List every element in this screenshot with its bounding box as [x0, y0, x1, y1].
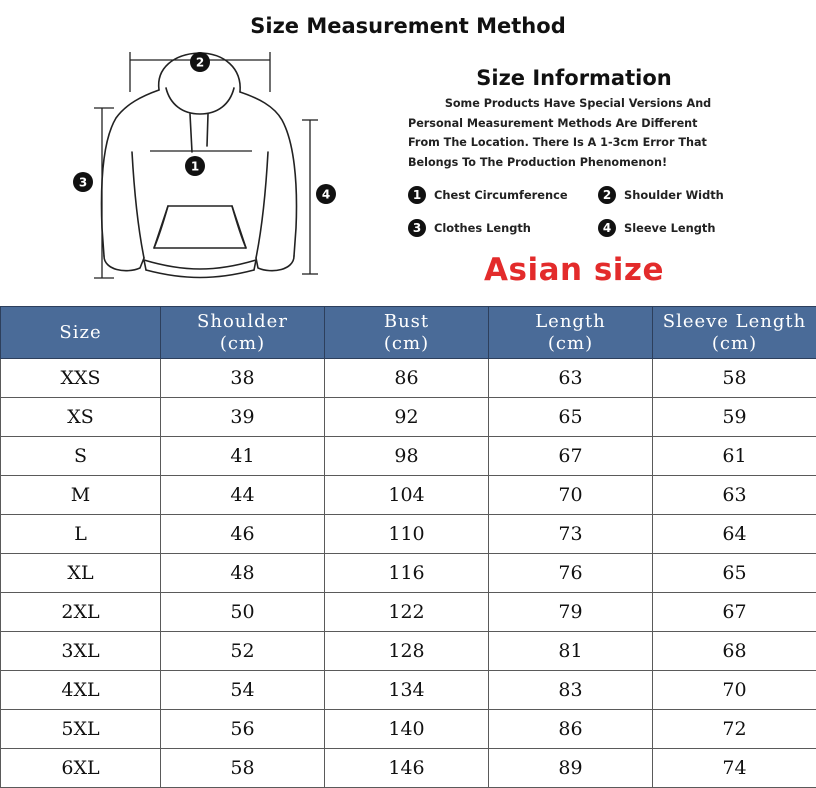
- table-cell: 92: [325, 398, 489, 437]
- legend-label: Shoulder Width: [624, 187, 724, 202]
- table-row: [1, 398, 816, 437]
- table-cell: 39: [161, 398, 325, 437]
- table-cell: 61: [653, 437, 816, 476]
- table-cell: 104: [325, 476, 489, 515]
- size-information: [408, 66, 748, 288]
- table-cell: 86: [489, 710, 653, 749]
- table-header-row: [1, 307, 816, 359]
- note-line: Personal Measurement Methods Are Different: [408, 116, 698, 130]
- size-info-title: Size Information: [476, 66, 672, 90]
- number-2-icon: 2: [598, 186, 616, 204]
- table-row: [1, 359, 816, 398]
- marker-2: 2: [195, 55, 205, 70]
- legend-label: Chest Circumference: [434, 187, 568, 202]
- header-length: Length (cm): [489, 307, 653, 359]
- table-cell: 72: [653, 710, 816, 749]
- number-4-icon: 4: [598, 219, 616, 237]
- table-cell: 110: [325, 515, 489, 554]
- table-cell: 68: [653, 632, 816, 671]
- table-cell: 3XL: [1, 632, 161, 671]
- table-cell: XL: [1, 554, 161, 593]
- legend-label: Sleeve Length: [624, 220, 716, 235]
- table-cell: XS: [1, 398, 161, 437]
- table-row: [1, 476, 816, 515]
- table-cell: 63: [489, 359, 653, 398]
- table-cell: 56: [161, 710, 325, 749]
- table-row: [1, 671, 816, 710]
- table-cell: S: [1, 437, 161, 476]
- table-cell: 48: [161, 554, 325, 593]
- table-cell: 50: [161, 593, 325, 632]
- table-cell: 59: [653, 398, 816, 437]
- table-cell: 98: [325, 437, 489, 476]
- header-bust: Bust (cm): [325, 307, 489, 359]
- table-cell: 73: [489, 515, 653, 554]
- table-cell: 89: [489, 749, 653, 788]
- table-cell: 46: [161, 515, 325, 554]
- table-cell: 116: [325, 554, 489, 593]
- legend-item: [408, 186, 598, 204]
- legend-item: [598, 186, 724, 204]
- table-row: [1, 710, 816, 749]
- note-line: Belongs To The Production Phenomenon!: [408, 155, 668, 169]
- table-cell: 54: [161, 671, 325, 710]
- table-cell: 67: [489, 437, 653, 476]
- legend-item: [598, 219, 715, 237]
- table-row: [1, 437, 816, 476]
- number-3-icon: 3: [408, 219, 426, 237]
- size-guide-header: [0, 0, 816, 305]
- table-cell: 140: [325, 710, 489, 749]
- table-row: [1, 515, 816, 554]
- table-cell: 52: [161, 632, 325, 671]
- table-cell: 79: [489, 593, 653, 632]
- table-cell: 128: [325, 632, 489, 671]
- table-cell: 44: [161, 476, 325, 515]
- header-sleeve-length: Sleeve Length (cm): [653, 307, 816, 359]
- measurement-legend: [408, 178, 748, 244]
- table-row: [1, 593, 816, 632]
- legend-item: [408, 219, 598, 237]
- size-chart-table: [0, 306, 816, 788]
- table-row: [1, 632, 816, 671]
- note-line: Some Products Have Special Versions And: [444, 97, 712, 110]
- table-row: [1, 554, 816, 593]
- table-cell: M: [1, 476, 161, 515]
- marker-4: 4: [321, 187, 331, 202]
- marker-1: 1: [190, 159, 200, 174]
- table-cell: 65: [489, 398, 653, 437]
- table-cell: 70: [653, 671, 816, 710]
- size-info-note: [408, 94, 748, 172]
- table-cell: 74: [653, 749, 816, 788]
- note-line: From The Location. There Is A 1-3cm Error That: [408, 136, 707, 149]
- header-size: Size: [1, 307, 161, 359]
- table-cell: 4XL: [1, 671, 161, 710]
- table-cell: 64: [653, 515, 816, 554]
- table-cell: 65: [653, 554, 816, 593]
- table-cell: 58: [161, 749, 325, 788]
- table-cell: 41: [161, 437, 325, 476]
- page-title: Size Measurement Method: [250, 14, 566, 38]
- header-shoulder: Shoulder (cm): [161, 307, 325, 359]
- table-cell: 6XL: [1, 749, 161, 788]
- table-cell: 86: [325, 359, 489, 398]
- size-rows: [1, 359, 816, 788]
- table-cell: 38: [161, 359, 325, 398]
- table-cell: 58: [653, 359, 816, 398]
- table-cell: 146: [325, 749, 489, 788]
- asian-size-label: Asian size: [484, 252, 664, 288]
- table-cell: 2XL: [1, 593, 161, 632]
- table-cell: XXS: [1, 359, 161, 398]
- marker-3: 3: [78, 175, 88, 190]
- table-cell: 83: [489, 671, 653, 710]
- table-cell: 67: [653, 593, 816, 632]
- table-cell: 81: [489, 632, 653, 671]
- number-1-icon: 1: [408, 186, 426, 204]
- legend-label: Clothes Length: [434, 220, 531, 235]
- table-cell: 5XL: [1, 710, 161, 749]
- table-cell: L: [1, 515, 161, 554]
- hoodie-diagram: [64, 48, 354, 284]
- table-cell: 76: [489, 554, 653, 593]
- table-cell: 134: [325, 671, 489, 710]
- table-cell: 70: [489, 476, 653, 515]
- table-cell: 63: [653, 476, 816, 515]
- table-row: [1, 749, 816, 788]
- table-cell: 122: [325, 593, 489, 632]
